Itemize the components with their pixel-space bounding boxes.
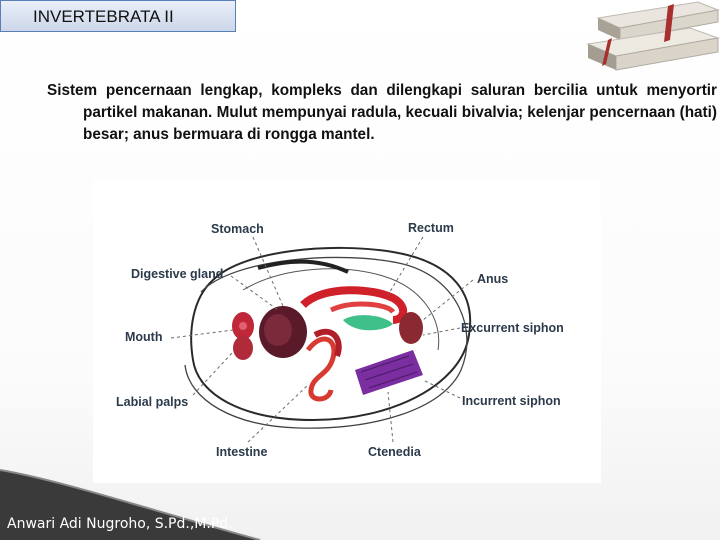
author-footer: Anwari Adi Nugroho, S.Pd.,M.Pd. (7, 516, 233, 532)
label-intestine: Intestine (216, 445, 268, 459)
label-excurrent-siphon: Excurrent siphon (461, 321, 564, 335)
bivalve-digestive-diagram (93, 180, 601, 483)
slide-title: INVERTEBRATA II (0, 0, 236, 32)
label-rectum: Rectum (408, 221, 454, 235)
label-anus: Anus (477, 272, 509, 286)
label-digestive-gland: Digestive gland (131, 267, 224, 281)
label-mouth: Mouth (125, 330, 163, 344)
label-stomach: Stomach (211, 222, 264, 236)
slide-paragraph: Sistem pencernaan lengkap, kompleks dan dilengkapi saluran bercilia untuk menyortir partikel makanan. Mulut mempunyai radula, kecuali bivalvia; kelenjar pencernaan (hati) besar; anus bermuara di rongga mantel. (47, 82, 717, 143)
label-incurrent-siphon: Incurrent siphon (462, 394, 561, 408)
books-with-bookmark-icon (578, 0, 720, 80)
label-ctenedia: Ctenedia (368, 445, 421, 459)
label-labial-palps: Labial palps (116, 395, 189, 409)
